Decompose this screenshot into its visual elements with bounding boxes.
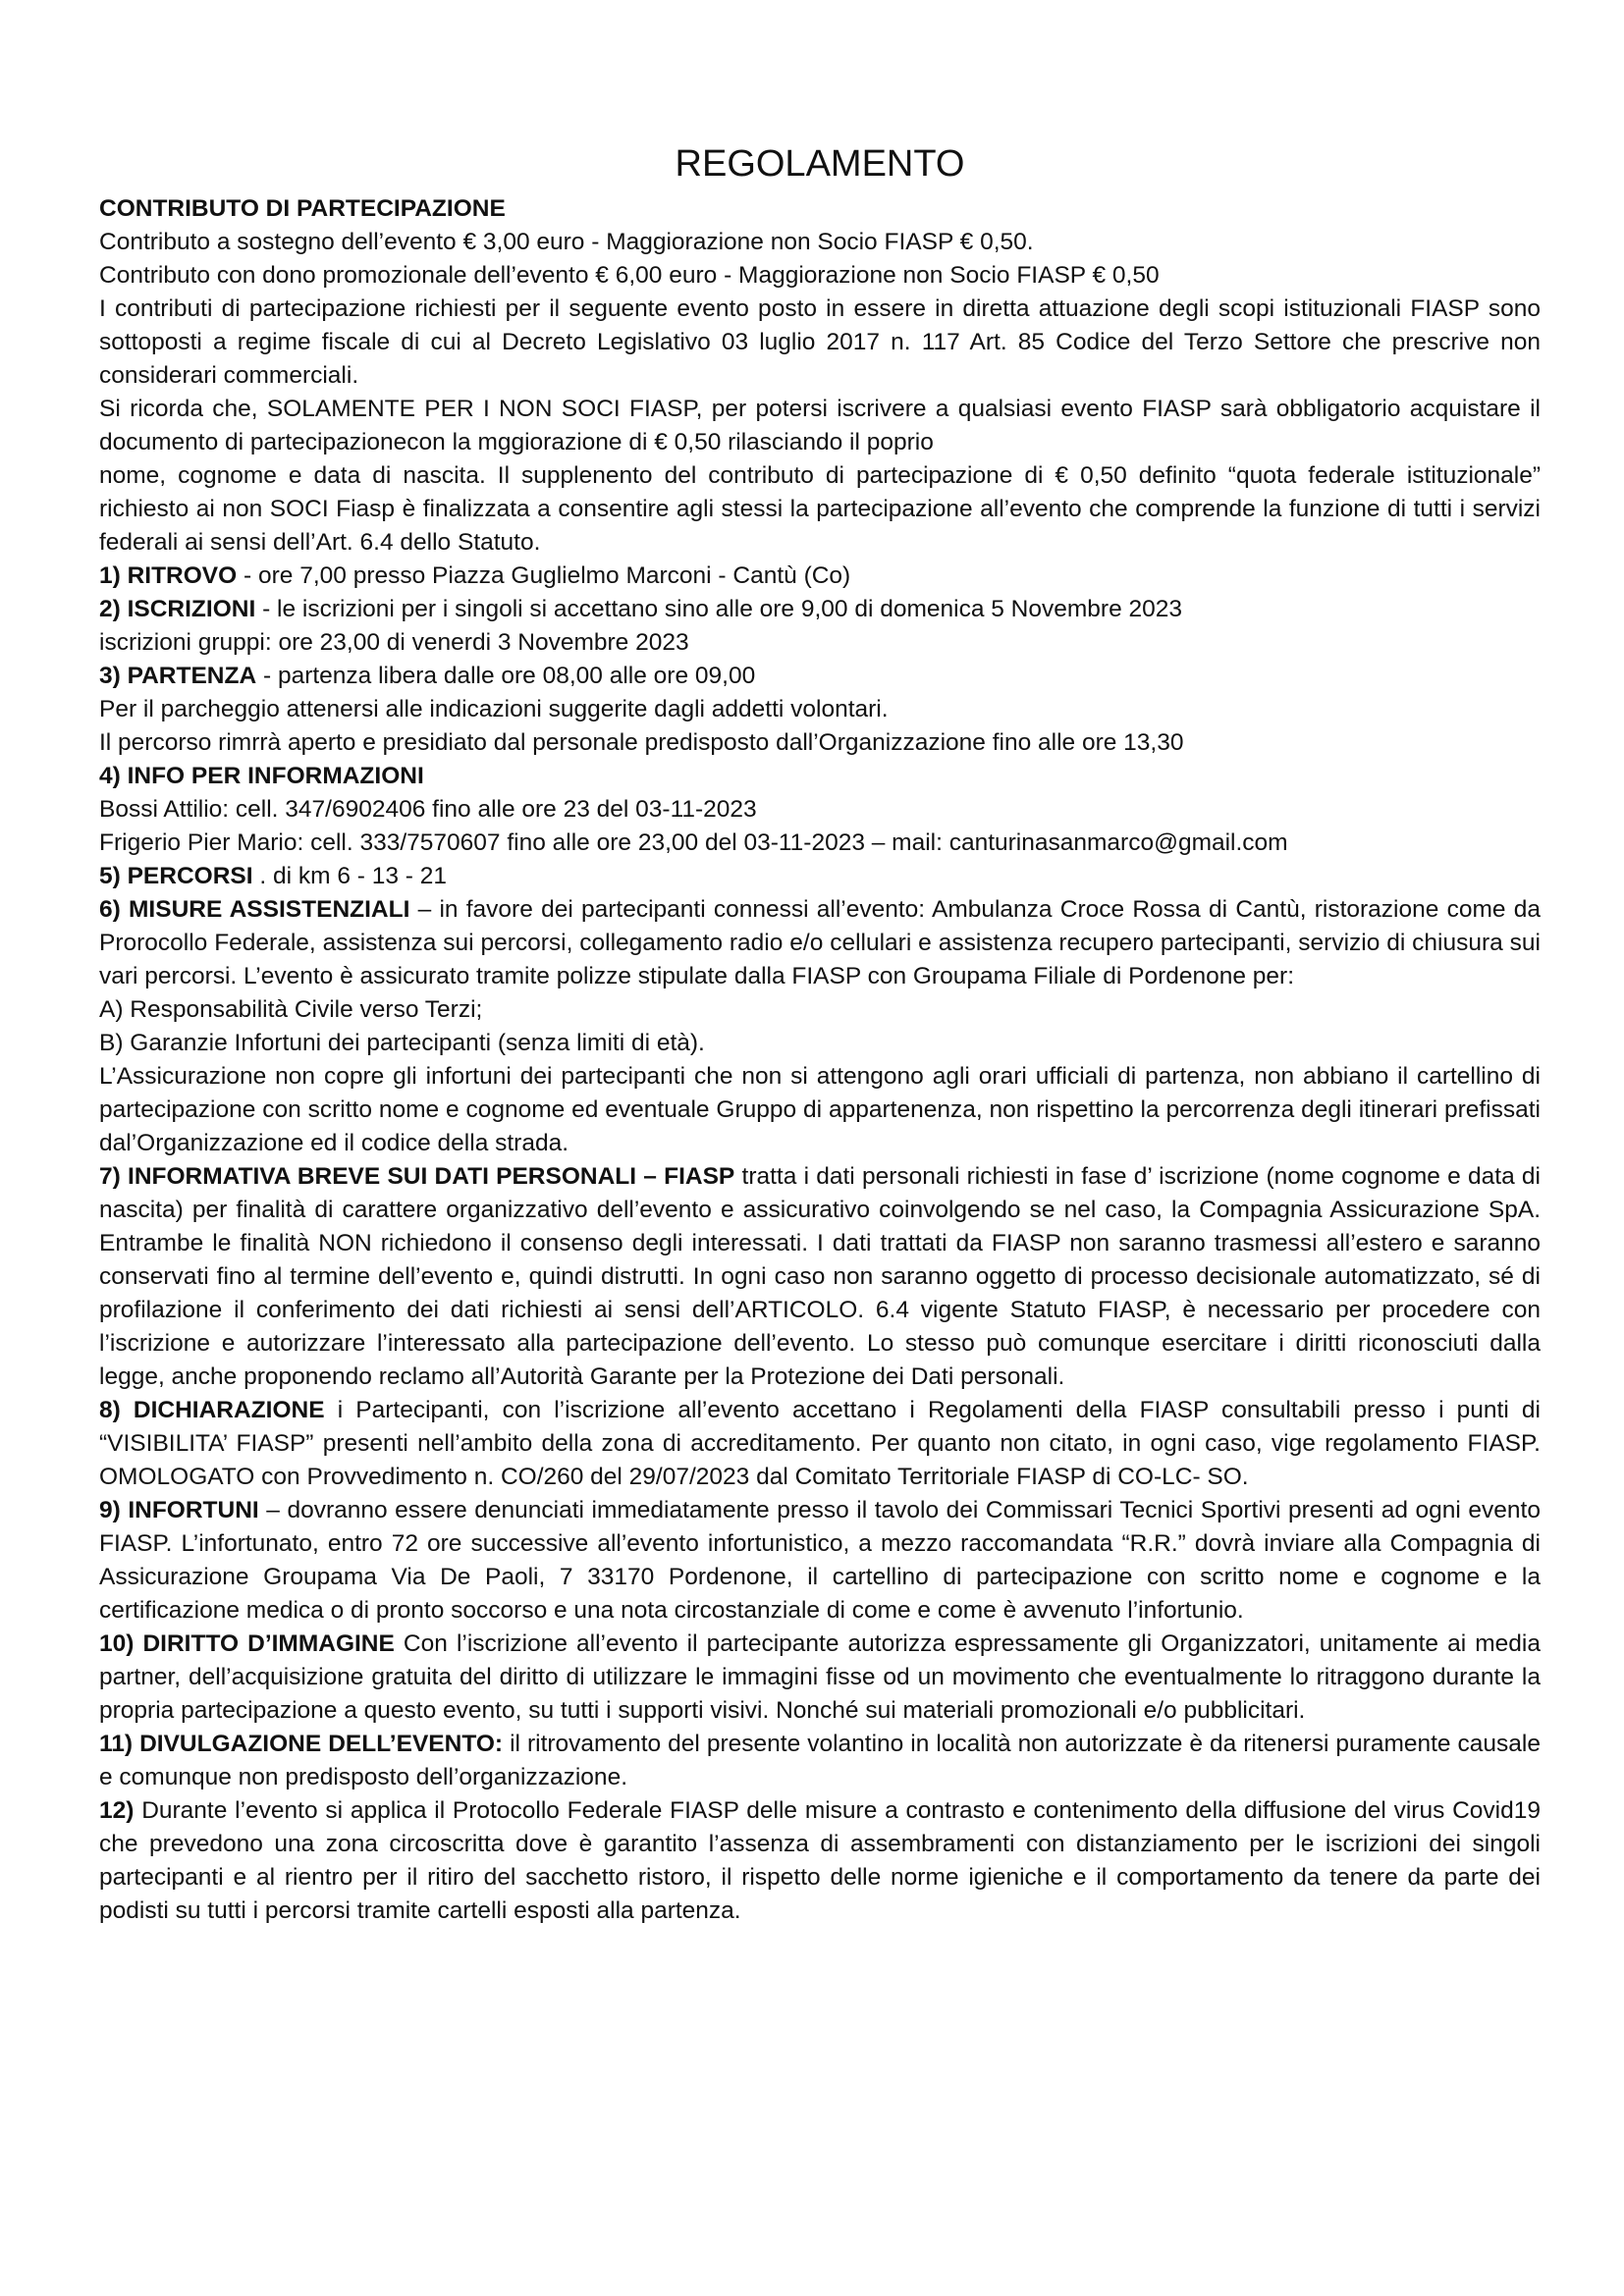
contributo-heading: CONTRIBUTO DI PARTECIPAZIONE xyxy=(99,195,506,222)
percorsi-section xyxy=(99,860,1541,893)
contributo-line-2: Contributo con dono promozionale dell’evento € 6,00 euro - Maggiorazione non Socio FIASP € 0,50 xyxy=(99,262,1160,289)
partenza-text: - partenza libera dalle ore 08,00 alle ore 09,00 xyxy=(256,663,756,689)
percorsi-text: . di km 6 - 13 - 21 xyxy=(252,863,447,889)
misure-text: – in favore dei partecipanti connessi all’evento: Ambulanza Croce Rossa di Cantù, ristorazione come da Prorocollo Federale, assistenza sui percorsi, collegamento radio e/o cellulari e assistenza recupero partecipanti, servizio di chiusura sui vari percorsi. L’evento è assicurato tramite polizze stipulate dalla FIASP con Groupama Filiale di Pordenone per: xyxy=(99,896,1541,989)
covid-label: 12) xyxy=(99,1797,135,1824)
immagine-label: 10) DIRITTO D’IMMAGINE xyxy=(99,1630,395,1657)
iscrizioni-label: 2) ISCRIZIONI xyxy=(99,596,256,622)
covid-text: Durante l’evento si applica il Protocollo Federale FIASP delle misure a contrasto e contenimento della diffusione del virus Covid19 che prevedono una zona circoscritta dove è garantito l’assenza di assembramenti con distanziamento per le iscrizioni dei singoli partecipanti e al rientro per il ritiro del sacchetto ristoro, il rispetto delle norme igieniche e il comportamento da tenere da parte dei podisti su tutti i percorsi tramite cartelli esposti alla partenza. xyxy=(99,1797,1541,1924)
document-title: REGOLAMENTO xyxy=(675,143,965,185)
divulgazione-text: il ritrovamento del presente volantino in località non autorizzate è da ritenersi puramente causale e comunque non predisposto dell’organizzazione. xyxy=(99,1731,1541,1790)
misure-label: 6) MISURE ASSISTENZIALI xyxy=(99,896,410,923)
regulation-page xyxy=(99,139,1541,1928)
contributo-fiscal-paragraph: I contributi di partecipazione richiesti per il seguente evento posto in essere in diretta attuazione degli scopi istituzionali FIASP sono sottoposti a regime fiscale di cui al Decreto Legislativo 03 luglio 2017 n. 117 Art. 85 Codice del Terzo Settore che prescrive non considerari commerciali. xyxy=(99,295,1541,389)
misure-item-a: A) Responsabilità Civile verso Terzi; xyxy=(99,996,483,1023)
ritrovo-section xyxy=(99,560,1541,593)
iscrizioni-gruppi: iscrizioni gruppi: ore 23,00 di venerdi 3 Novembre 2023 xyxy=(99,629,689,656)
contributo-non-soci-paragraph-a: Si ricorda che, SOLAMENTE PER I NON SOCI FIASP, per potersi iscrivere a qualsiasi evento FIASP sarà obbligatorio acquistare il documento di partecipazionecon la mggiorazione di € 0,50 rilasciando il poprio xyxy=(99,396,1541,455)
covid-section xyxy=(99,1794,1541,1928)
dichiarazione-section xyxy=(99,1394,1541,1494)
informativa-section xyxy=(99,1160,1541,1394)
assicurazione-paragraph: L’Assicurazione non copre gli infortuni dei partecipanti che non si attengono agli orari ufficiali di partenza, non abbiano il cartellino di partecipazione con scritto nome e cognome ed eventuale Gruppo di appartenenza, non rispettino la percorrenza degli itinerari prefissati dal’Organizzazione ed il codice della strada. xyxy=(99,1063,1541,1156)
percorso-chiusura-note: Il percorso rimrrà aperto e presidiato dal personale predisposto dall’Organizzazione fino alle ore 13,30 xyxy=(99,729,1184,756)
percorsi-label: 5) PERCORSI xyxy=(99,863,253,889)
ritrovo-label: 1) RITROVO xyxy=(99,562,238,589)
iscrizioni-section xyxy=(99,593,1541,626)
ritrovo-text: - ore 7,00 presso Piazza Guglielmo Marconi - Cantù (Co) xyxy=(237,562,851,589)
contributo-non-soci-paragraph-b: nome, cognome e data di nascita. Il supplenento del contributo di partecipazione di € 0,50 definito “quota federale istituzionale” richiesto ai non SOCI Fiasp è finalizzata a consentire agli stessi la partecipazione all’evento che comprende la funzione di tutti i servizi federali ai sensi dell’Art. 6.4 dello Statuto. xyxy=(99,462,1541,556)
infortuni-label: 9) INFORTUNI xyxy=(99,1497,259,1523)
infortuni-text: – dovranno essere denunciati immediatamente presso il tavolo dei Commissari Tecnici Sportivi presenti ad ogni evento FIASP. L’infortunato, entro 72 ore successive all’evento infortunistico, a mezzo raccomandata “R.R.” dovrà inviare alla Compagnia di Assicurazione Groupama Via De Paoli, 7 33170 Pordenone, il cartellino di partecipazione con scritto nome e cognome e la certificazione medica o di pronto soccorso e una nota circostanziale di come e come è avvenuto l’infortunio. xyxy=(99,1497,1541,1624)
contributo-line-1: Contributo a sostegno dell’evento € 3,00 euro - Maggiorazione non Socio FIASP € 0,50. xyxy=(99,229,1034,255)
partenza-label: 3) PARTENZA xyxy=(99,663,257,689)
divulgazione-label: 11) DIVULGAZIONE DELL’EVENTO: xyxy=(99,1731,504,1757)
divulgazione-section xyxy=(99,1728,1541,1794)
misure-section xyxy=(99,893,1541,993)
parcheggio-note: Per il parcheggio attenersi alle indicazioni suggerite dagli addetti volontari. xyxy=(99,696,889,722)
informativa-text: tratta i dati personali richiesti in fase d’ iscrizione (nome cognome e data di nascita) per finalità di carattere organizzativo dell’evento e assicurativo coinvolgendo se nel caso, la Compagnia Assicurazione SpA. Entrambe le finalità NON richiedono il consenso degli interessati. I dati trattati da FIASP non saranno trasmessi all’estero e saranno conservati fino al termine dell’evento e, quindi distrutti. In ogni caso non saranno oggetto di processo decisionale automatizzato, sé di profilazione il conferimento dei dati richiesti ai sensi dell’ARTICOLO. 6.4 vigente Statuto FIASP, è necessario per procedere con l’iscrizione e autorizzare l’interessato alla partecipazione dell’evento. Lo stesso può comunque esercitare i diritti riconosciuti dalla legge, anche proponendo reclamo all’Autorità Garante per la Protezione dei Dati personali. xyxy=(99,1163,1542,1390)
partenza-section xyxy=(99,660,1541,693)
immagine-text: Con l’iscrizione all’evento il partecipante autorizza espressamente gli Organizzatori, unitamente ai media partner, dell’acquisizione gratuita del diritto di utilizzare le immagini fisse od un movimento che eventualmente lo ritraggono durante la propria partecipazione a questo evento, su tutti i supporti visivi. Nonché sui materiali promozionali e/o pubblicitari. xyxy=(99,1630,1541,1724)
misure-item-b: B) Garanzie Infortuni dei partecipanti (senza limiti di età). xyxy=(99,1030,705,1056)
info-contact-1: Bossi Attilio: cell. 347/6902406 fino alle ore 23 del 03-11-2023 xyxy=(99,796,757,823)
dichiarazione-label: 8) DICHIARAZIONE xyxy=(99,1397,325,1423)
immagine-section xyxy=(99,1628,1541,1728)
info-heading: 4) INFO PER INFORMAZIONI xyxy=(99,763,424,789)
info-contact-2: Frigerio Pier Mario: cell. 333/7570607 fino alle ore 23,00 del 03-11-2023 – mail: canturinasanmarco@gmail.com xyxy=(99,829,1288,856)
infortuni-section xyxy=(99,1494,1541,1628)
iscrizioni-text: - le iscrizioni per i singoli si accettano sino alle ore 9,00 di domenica 5 Novembre 2023 xyxy=(255,596,1183,622)
dichiarazione-text: i Partecipanti, con l’iscrizione all’evento accettano i Regolamenti della FIASP consultabili presso i punti di “VISIBILITA’ FIASP” presenti nell’ambito della zona di accreditamento. Per quanto non citato, in ogni caso, vige regolamento FIASP. OMOLOGATO con Provvedimento n. CO/260 del 29/07/2023 dal Comitato Territoriale FIASP di CO-LC- SO. xyxy=(99,1397,1541,1490)
informativa-label: 7) INFORMATIVA BREVE SUI DATI PERSONALI – FIASP xyxy=(99,1163,735,1190)
